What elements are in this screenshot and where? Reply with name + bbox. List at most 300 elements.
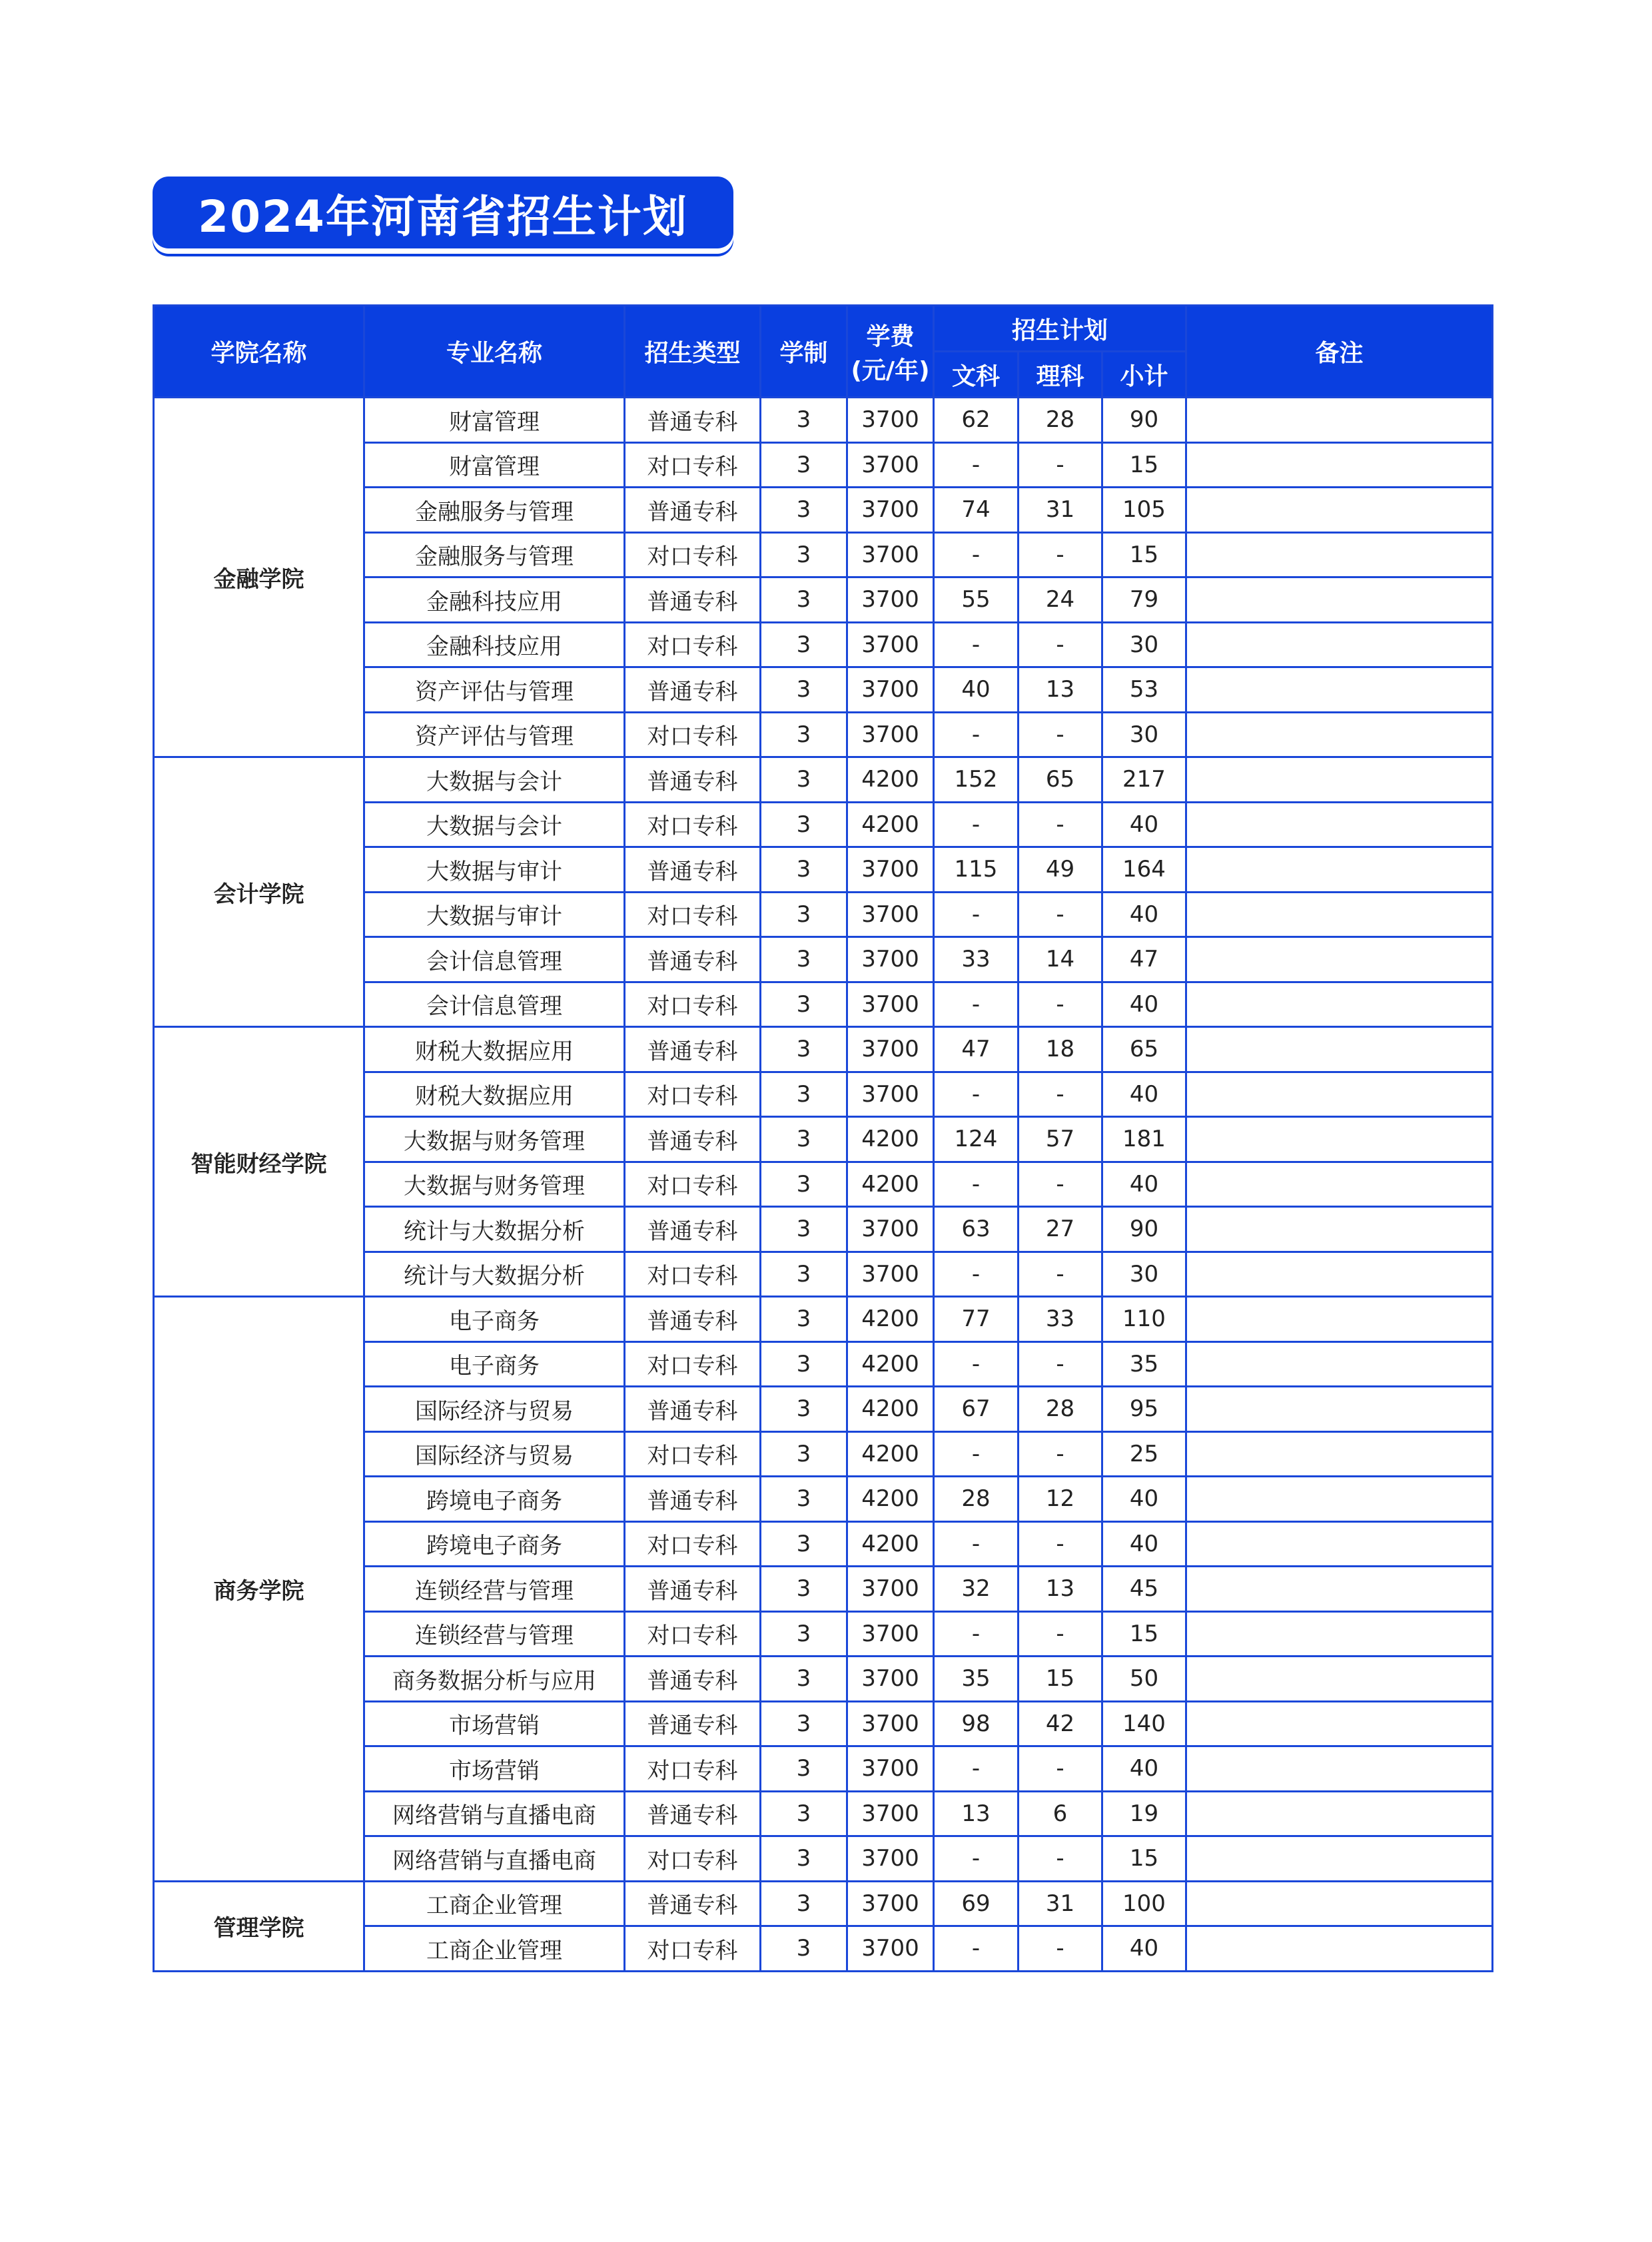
- cell-science: 24: [1019, 577, 1102, 623]
- cell-remarks: [1186, 1836, 1493, 1882]
- cell-type: 对口专科: [625, 1926, 761, 1972]
- cell-duration: 3: [761, 1341, 847, 1387]
- cell-major: 大数据与审计: [364, 847, 625, 893]
- cell-arts: -: [934, 1431, 1019, 1477]
- cell-science: 33: [1019, 1297, 1102, 1342]
- cell-fee: 3700: [847, 622, 934, 667]
- cell-subtotal: 140: [1102, 1701, 1186, 1746]
- table-row: [154, 757, 1493, 803]
- cell-fee: 4200: [847, 1297, 934, 1342]
- cell-arts: -: [934, 442, 1019, 488]
- cell-science: 13: [1019, 1567, 1102, 1612]
- cell-arts: 98: [934, 1701, 1019, 1746]
- cell-type: 对口专科: [625, 892, 761, 937]
- cell-subtotal: 25: [1102, 1431, 1186, 1477]
- cell-arts: -: [934, 1341, 1019, 1387]
- cell-duration: 3: [761, 1162, 847, 1207]
- cell-fee: 4200: [847, 1162, 934, 1207]
- cell-duration: 3: [761, 622, 847, 667]
- cell-remarks: [1186, 757, 1493, 803]
- cell-duration: 3: [761, 1207, 847, 1252]
- cell-arts: 13: [934, 1791, 1019, 1836]
- cell-type: 对口专科: [625, 1072, 761, 1117]
- cell-type: 对口专科: [625, 1341, 761, 1387]
- cell-major: 市场营销: [364, 1746, 625, 1792]
- cell-major: 大数据与会计: [364, 802, 625, 847]
- cell-major: 资产评估与管理: [364, 712, 625, 757]
- cell-fee: 3700: [847, 892, 934, 937]
- cell-fee: 3700: [847, 667, 934, 713]
- cell-science: 14: [1019, 937, 1102, 982]
- cell-fee: 3700: [847, 1791, 934, 1836]
- cell-science: 42: [1019, 1701, 1102, 1746]
- cell-type: 普通专科: [625, 1657, 761, 1702]
- cell-type: 普通专科: [625, 1567, 761, 1612]
- cell-major: 统计与大数据分析: [364, 1207, 625, 1252]
- cell-arts: -: [934, 1611, 1019, 1657]
- cell-duration: 3: [761, 712, 847, 757]
- cell-type: 普通专科: [625, 1207, 761, 1252]
- cell-fee: 4200: [847, 1117, 934, 1162]
- cell-fee: 3700: [847, 1746, 934, 1792]
- cell-arts: 115: [934, 847, 1019, 893]
- cell-type: 普通专科: [625, 577, 761, 623]
- cell-arts: -: [934, 1252, 1019, 1297]
- cell-duration: 3: [761, 1477, 847, 1522]
- cell-major: 财富管理: [364, 442, 625, 488]
- table-row: [154, 1297, 1493, 1342]
- cell-type: 对口专科: [625, 1611, 761, 1657]
- cell-subtotal: 40: [1102, 1521, 1186, 1567]
- cell-fee: 3700: [847, 712, 934, 757]
- cell-subtotal: 217: [1102, 757, 1186, 803]
- cell-major: 会计信息管理: [364, 937, 625, 982]
- cell-remarks: [1186, 622, 1493, 667]
- cell-subtotal: 40: [1102, 1477, 1186, 1522]
- cell-major: 会计信息管理: [364, 982, 625, 1027]
- cell-science: -: [1019, 982, 1102, 1027]
- cell-science: -: [1019, 802, 1102, 847]
- cell-duration: 3: [761, 1701, 847, 1746]
- cell-subtotal: 40: [1102, 1746, 1186, 1792]
- cell-college: 会计学院: [154, 757, 364, 1027]
- cell-remarks: [1186, 1117, 1493, 1162]
- header-arts: 文科: [934, 352, 1019, 398]
- cell-remarks: [1186, 1701, 1493, 1746]
- cell-remarks: [1186, 937, 1493, 982]
- cell-remarks: [1186, 982, 1493, 1027]
- cell-arts: 77: [934, 1297, 1019, 1342]
- cell-duration: 3: [761, 1431, 847, 1477]
- cell-duration: 3: [761, 1252, 847, 1297]
- cell-type: 对口专科: [625, 1431, 761, 1477]
- cell-duration: 3: [761, 982, 847, 1027]
- cell-fee: 3700: [847, 1207, 934, 1252]
- cell-arts: 69: [934, 1881, 1019, 1926]
- cell-duration: 3: [761, 1567, 847, 1612]
- cell-major: 跨境电子商务: [364, 1521, 625, 1567]
- cell-arts: -: [934, 802, 1019, 847]
- cell-college: 金融学院: [154, 398, 364, 757]
- cell-science: -: [1019, 1836, 1102, 1882]
- page-title: 2024年河南省招生计划: [198, 190, 688, 242]
- cell-remarks: [1186, 802, 1493, 847]
- cell-science: 28: [1019, 398, 1102, 443]
- cell-remarks: [1186, 1207, 1493, 1252]
- cell-subtotal: 95: [1102, 1387, 1186, 1432]
- cell-major: 工商企业管理: [364, 1926, 625, 1972]
- cell-type: 对口专科: [625, 1836, 761, 1882]
- cell-duration: 3: [761, 442, 847, 488]
- cell-duration: 3: [761, 488, 847, 533]
- table-row: [154, 398, 1493, 443]
- cell-subtotal: 105: [1102, 488, 1186, 533]
- cell-arts: 32: [934, 1567, 1019, 1612]
- cell-type: 普通专科: [625, 1387, 761, 1432]
- cell-duration: 3: [761, 1926, 847, 1972]
- cell-remarks: [1186, 532, 1493, 577]
- cell-remarks: [1186, 1297, 1493, 1342]
- cell-subtotal: 35: [1102, 1341, 1186, 1387]
- cell-subtotal: 40: [1102, 1072, 1186, 1117]
- cell-remarks: [1186, 1881, 1493, 1926]
- header-major: 专业名称: [364, 306, 625, 398]
- cell-fee: 3700: [847, 1567, 934, 1612]
- cell-arts: 152: [934, 757, 1019, 803]
- cell-remarks: [1186, 1611, 1493, 1657]
- cell-duration: 3: [761, 577, 847, 623]
- header-subtotal: 小计: [1102, 352, 1186, 398]
- cell-subtotal: 47: [1102, 937, 1186, 982]
- cell-science: 57: [1019, 1117, 1102, 1162]
- cell-type: 普通专科: [625, 937, 761, 982]
- table-row: [154, 1881, 1493, 1926]
- cell-type: 普通专科: [625, 1791, 761, 1836]
- cell-fee: 3700: [847, 488, 934, 533]
- cell-remarks: [1186, 1746, 1493, 1792]
- cell-subtotal: 164: [1102, 847, 1186, 893]
- cell-science: -: [1019, 442, 1102, 488]
- cell-remarks: [1186, 1431, 1493, 1477]
- cell-fee: 3700: [847, 847, 934, 893]
- cell-type: 对口专科: [625, 1746, 761, 1792]
- cell-duration: 3: [761, 1836, 847, 1882]
- cell-subtotal: 19: [1102, 1791, 1186, 1836]
- cell-fee: 3700: [847, 1027, 934, 1072]
- cell-science: -: [1019, 1072, 1102, 1117]
- cell-duration: 3: [761, 892, 847, 937]
- cell-fee: 4200: [847, 1431, 934, 1477]
- cell-subtotal: 40: [1102, 802, 1186, 847]
- cell-type: 普通专科: [625, 1701, 761, 1746]
- cell-type: 对口专科: [625, 712, 761, 757]
- cell-science: -: [1019, 532, 1102, 577]
- cell-fee: 3700: [847, 1252, 934, 1297]
- cell-arts: -: [934, 892, 1019, 937]
- cell-remarks: [1186, 1387, 1493, 1432]
- cell-arts: 33: [934, 937, 1019, 982]
- cell-subtotal: 181: [1102, 1117, 1186, 1162]
- cell-type: 普通专科: [625, 1297, 761, 1342]
- cell-arts: 55: [934, 577, 1019, 623]
- cell-major: 连锁经营与管理: [364, 1567, 625, 1612]
- header-science: 理科: [1019, 352, 1102, 398]
- cell-major: 统计与大数据分析: [364, 1252, 625, 1297]
- cell-duration: 3: [761, 1791, 847, 1836]
- cell-remarks: [1186, 488, 1493, 533]
- cell-major: 工商企业管理: [364, 1881, 625, 1926]
- header-college: 学院名称: [154, 306, 364, 398]
- cell-type: 对口专科: [625, 1521, 761, 1567]
- cell-science: 15: [1019, 1657, 1102, 1702]
- cell-arts: -: [934, 982, 1019, 1027]
- cell-arts: 28: [934, 1477, 1019, 1522]
- cell-duration: 3: [761, 1072, 847, 1117]
- cell-type: 对口专科: [625, 1252, 761, 1297]
- cell-fee: 3700: [847, 398, 934, 443]
- cell-science: 18: [1019, 1027, 1102, 1072]
- header-fee-unit: (元/年): [851, 356, 930, 384]
- cell-remarks: [1186, 1567, 1493, 1612]
- cell-remarks: [1186, 667, 1493, 713]
- cell-subtotal: 79: [1102, 577, 1186, 623]
- cell-duration: 3: [761, 847, 847, 893]
- cell-type: 对口专科: [625, 802, 761, 847]
- cell-fee: 4200: [847, 757, 934, 803]
- cell-type: 普通专科: [625, 1881, 761, 1926]
- cell-subtotal: 40: [1102, 1162, 1186, 1207]
- cell-duration: 3: [761, 667, 847, 713]
- cell-fee: 4200: [847, 1521, 934, 1567]
- cell-arts: -: [934, 1926, 1019, 1972]
- cell-subtotal: 30: [1102, 622, 1186, 667]
- cell-remarks: [1186, 398, 1493, 443]
- cell-type: 对口专科: [625, 532, 761, 577]
- cell-major: 大数据与审计: [364, 892, 625, 937]
- cell-major: 市场营销: [364, 1701, 625, 1746]
- cell-science: 28: [1019, 1387, 1102, 1432]
- cell-duration: 3: [761, 1657, 847, 1702]
- cell-major: 国际经济与贸易: [364, 1387, 625, 1432]
- cell-fee: 3700: [847, 442, 934, 488]
- cell-type: 普通专科: [625, 667, 761, 713]
- cell-major: 金融服务与管理: [364, 532, 625, 577]
- cell-duration: 3: [761, 1387, 847, 1432]
- cell-major: 电子商务: [364, 1297, 625, 1342]
- table-row: [154, 1027, 1493, 1072]
- cell-major: 财税大数据应用: [364, 1027, 625, 1072]
- cell-arts: 35: [934, 1657, 1019, 1702]
- cell-science: -: [1019, 1252, 1102, 1297]
- cell-type: 对口专科: [625, 1162, 761, 1207]
- cell-arts: 63: [934, 1207, 1019, 1252]
- cell-subtotal: 40: [1102, 892, 1186, 937]
- cell-arts: 124: [934, 1117, 1019, 1162]
- cell-fee: 3700: [847, 532, 934, 577]
- cell-type: 普通专科: [625, 757, 761, 803]
- cell-subtotal: 30: [1102, 1252, 1186, 1297]
- cell-subtotal: 15: [1102, 1836, 1186, 1882]
- cell-type: 普通专科: [625, 1117, 761, 1162]
- cell-science: -: [1019, 1431, 1102, 1477]
- header-plan: 招生计划: [934, 306, 1186, 352]
- cell-remarks: [1186, 1657, 1493, 1702]
- cell-remarks: [1186, 442, 1493, 488]
- cell-science: 27: [1019, 1207, 1102, 1252]
- cell-arts: -: [934, 532, 1019, 577]
- cell-major: 大数据与财务管理: [364, 1162, 625, 1207]
- header-type: 招生类型: [625, 306, 761, 398]
- cell-fee: 3700: [847, 1701, 934, 1746]
- cell-fee: 3700: [847, 1926, 934, 1972]
- cell-duration: 3: [761, 1746, 847, 1792]
- header-duration: 学制: [761, 306, 847, 398]
- cell-science: -: [1019, 1746, 1102, 1792]
- cell-science: -: [1019, 1341, 1102, 1387]
- cell-arts: 62: [934, 398, 1019, 443]
- cell-type: 对口专科: [625, 442, 761, 488]
- cell-fee: 3700: [847, 1611, 934, 1657]
- cell-subtotal: 90: [1102, 1207, 1186, 1252]
- cell-remarks: [1186, 892, 1493, 937]
- cell-major: 电子商务: [364, 1341, 625, 1387]
- cell-major: 大数据与会计: [364, 757, 625, 803]
- cell-arts: 47: [934, 1027, 1019, 1072]
- cell-science: -: [1019, 1162, 1102, 1207]
- cell-remarks: [1186, 712, 1493, 757]
- cell-type: 普通专科: [625, 398, 761, 443]
- cell-duration: 3: [761, 1881, 847, 1926]
- cell-fee: 3700: [847, 937, 934, 982]
- page-title-banner: [153, 177, 733, 248]
- cell-subtotal: 15: [1102, 532, 1186, 577]
- cell-type: 普通专科: [625, 1477, 761, 1522]
- cell-remarks: [1186, 1072, 1493, 1117]
- cell-arts: -: [934, 1521, 1019, 1567]
- cell-arts: -: [934, 1836, 1019, 1882]
- cell-major: 财税大数据应用: [364, 1072, 625, 1117]
- cell-major: 国际经济与贸易: [364, 1431, 625, 1477]
- cell-fee: 3700: [847, 1836, 934, 1882]
- cell-arts: -: [934, 1746, 1019, 1792]
- cell-duration: 3: [761, 532, 847, 577]
- cell-fee: 3700: [847, 577, 934, 623]
- cell-arts: -: [934, 622, 1019, 667]
- cell-fee: 3700: [847, 982, 934, 1027]
- cell-major: 网络营销与直播电商: [364, 1836, 625, 1882]
- cell-college: 智能财经学院: [154, 1027, 364, 1297]
- cell-science: 6: [1019, 1791, 1102, 1836]
- cell-subtotal: 45: [1102, 1567, 1186, 1612]
- cell-major: 金融服务与管理: [364, 488, 625, 533]
- cell-science: -: [1019, 1926, 1102, 1972]
- table-body: [154, 398, 1493, 1972]
- cell-subtotal: 40: [1102, 982, 1186, 1027]
- cell-major: 财富管理: [364, 398, 625, 443]
- cell-science: -: [1019, 1521, 1102, 1567]
- cell-subtotal: 65: [1102, 1027, 1186, 1072]
- cell-subtotal: 53: [1102, 667, 1186, 713]
- cell-fee: 3700: [847, 1881, 934, 1926]
- cell-remarks: [1186, 1477, 1493, 1522]
- cell-duration: 3: [761, 1611, 847, 1657]
- cell-duration: 3: [761, 1027, 847, 1072]
- cell-type: 对口专科: [625, 622, 761, 667]
- cell-arts: -: [934, 712, 1019, 757]
- cell-fee: 3700: [847, 1657, 934, 1702]
- cell-type: 对口专科: [625, 982, 761, 1027]
- cell-duration: 3: [761, 398, 847, 443]
- cell-science: 49: [1019, 847, 1102, 893]
- cell-college: 商务学院: [154, 1297, 364, 1882]
- cell-subtotal: 30: [1102, 712, 1186, 757]
- cell-fee: 4200: [847, 1477, 934, 1522]
- cell-arts: 40: [934, 667, 1019, 713]
- cell-major: 连锁经营与管理: [364, 1611, 625, 1657]
- header-fee-label: 学费: [866, 322, 915, 350]
- cell-duration: 3: [761, 757, 847, 803]
- cell-remarks: [1186, 1027, 1493, 1072]
- cell-arts: -: [934, 1072, 1019, 1117]
- cell-duration: 3: [761, 1521, 847, 1567]
- cell-type: 普通专科: [625, 847, 761, 893]
- cell-fee: 4200: [847, 802, 934, 847]
- cell-subtotal: 110: [1102, 1297, 1186, 1342]
- enrollment-plan-table: [153, 304, 1493, 1972]
- cell-major: 金融科技应用: [364, 622, 625, 667]
- cell-remarks: [1186, 1791, 1493, 1836]
- cell-subtotal: 15: [1102, 1611, 1186, 1657]
- cell-subtotal: 40: [1102, 1926, 1186, 1972]
- cell-science: -: [1019, 1611, 1102, 1657]
- cell-duration: 3: [761, 937, 847, 982]
- cell-subtotal: 100: [1102, 1881, 1186, 1926]
- cell-arts: -: [934, 1162, 1019, 1207]
- cell-remarks: [1186, 1521, 1493, 1567]
- cell-remarks: [1186, 1341, 1493, 1387]
- cell-science: -: [1019, 892, 1102, 937]
- cell-major: 跨境电子商务: [364, 1477, 625, 1522]
- cell-subtotal: 90: [1102, 398, 1186, 443]
- cell-arts: 67: [934, 1387, 1019, 1432]
- cell-major: 商务数据分析与应用: [364, 1657, 625, 1702]
- cell-science: 65: [1019, 757, 1102, 803]
- cell-major: 金融科技应用: [364, 577, 625, 623]
- cell-remarks: [1186, 1926, 1493, 1972]
- cell-fee: 4200: [847, 1341, 934, 1387]
- cell-subtotal: 15: [1102, 442, 1186, 488]
- cell-duration: 3: [761, 1117, 847, 1162]
- cell-type: 普通专科: [625, 1027, 761, 1072]
- header-fee: [847, 306, 934, 398]
- cell-remarks: [1186, 1252, 1493, 1297]
- cell-remarks: [1186, 577, 1493, 623]
- header-remarks: 备注: [1186, 306, 1493, 398]
- cell-fee: 4200: [847, 1387, 934, 1432]
- cell-remarks: [1186, 847, 1493, 893]
- cell-major: 大数据与财务管理: [364, 1117, 625, 1162]
- cell-major: 资产评估与管理: [364, 667, 625, 713]
- cell-subtotal: 50: [1102, 1657, 1186, 1702]
- cell-college: 管理学院: [154, 1881, 364, 1971]
- cell-arts: 74: [934, 488, 1019, 533]
- cell-duration: 3: [761, 802, 847, 847]
- cell-type: 普通专科: [625, 488, 761, 533]
- cell-remarks: [1186, 1162, 1493, 1207]
- cell-science: 31: [1019, 1881, 1102, 1926]
- cell-science: 31: [1019, 488, 1102, 533]
- cell-duration: 3: [761, 1297, 847, 1342]
